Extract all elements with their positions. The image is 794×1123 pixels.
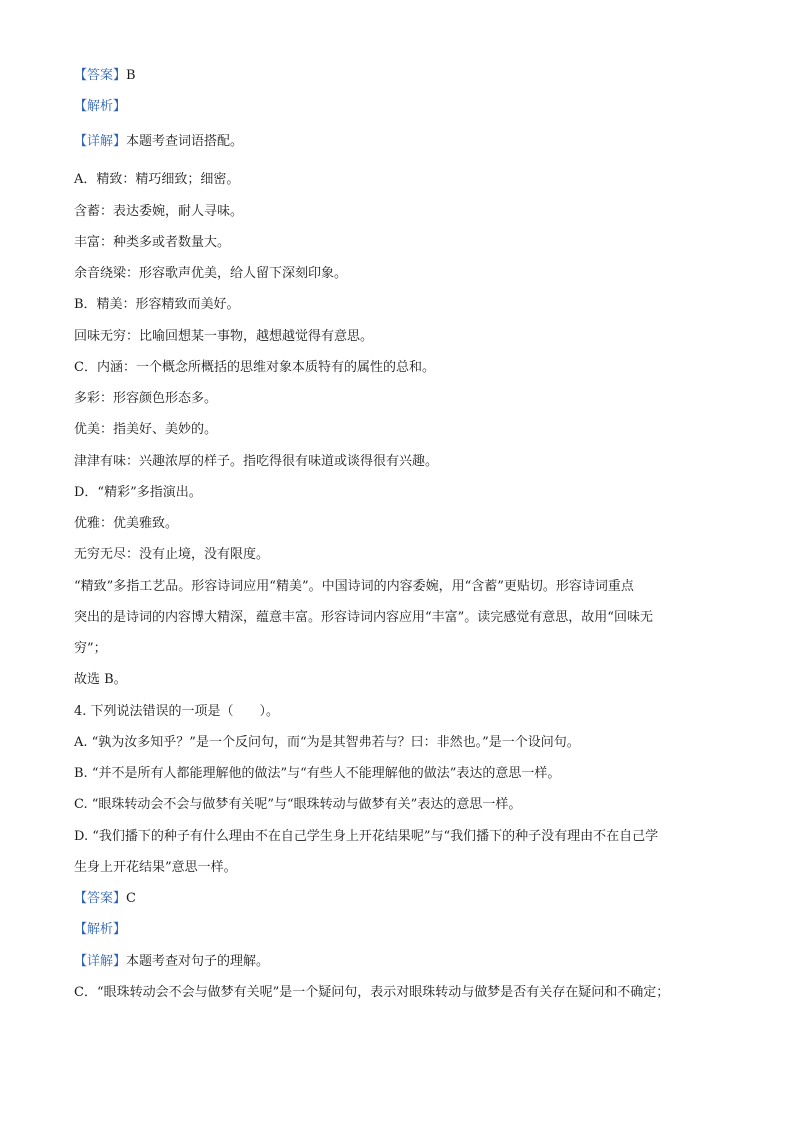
- explanation-line: B．精美：形容精致而美好。: [74, 297, 240, 312]
- answer-value: B: [126, 68, 136, 83]
- question-4-option-d-cont: 生身上开花结果”意思一样。: [74, 860, 237, 875]
- explanation-line: 津津有味：兴趣浓厚的样子。指吃得很有味道或谈得很有兴趣。: [74, 454, 439, 469]
- explanation-line: 丰富：种类多或者数量大。: [74, 235, 231, 250]
- question-4-option-c: C. “眼珠转动会不会与做梦有关呢”与“眼珠转动与做梦有关”表达的意思一样。: [74, 797, 522, 812]
- question-4-option-a: A. “孰为汝多知乎？”是一个反问句，而“为是其智弗若与？曰：非然也。”是一个设问句。: [74, 735, 580, 750]
- detail-text: 本题考查对句子的理解。: [126, 954, 270, 969]
- analysis-tag-1: 【解析】: [74, 99, 127, 114]
- detail-tag: 【详解】: [74, 134, 127, 149]
- answer-1: [74, 68, 136, 84]
- detail-text: 本题考查词语搭配。: [126, 134, 244, 149]
- answer-tag: 【答案】: [74, 891, 127, 906]
- explanation-line: 回味无穷：比喻回想某一事物，越想越觉得有意思。: [74, 329, 374, 344]
- explanation-line: “精致”多指工艺品。形容诗词应用“精美”。中国诗词的内容委婉，用“含蓄”更贴切。形容诗词重点: [74, 579, 634, 594]
- question-4-option-b: B. “并不是所有人都能理解他的做法”与“有些人不能理解他的做法”表达的意思一样。: [74, 766, 561, 781]
- explanation-line: 多彩：形容颜色形态多。: [74, 391, 218, 406]
- answer-value: C: [126, 891, 136, 906]
- explanation-line: D．“精彩”多指演出。: [74, 485, 202, 500]
- answer-tag: 【答案】: [74, 68, 127, 83]
- explanation-line: 优美：指美好、美妙的。: [74, 422, 218, 437]
- explanation-line: 优雅：优美雅致。: [74, 516, 179, 531]
- explanation-line: 突出的是诗词的内容博大精深，蕴意丰富。形容诗词内容应用“丰富”。读完感觉有意思，故用“回味无: [74, 610, 653, 625]
- answer-2: [74, 891, 136, 907]
- explanation-line: 故选 B。: [74, 672, 127, 687]
- explanation-line: A．精致：精巧细致；细密。: [74, 172, 240, 187]
- detail-1: [74, 134, 243, 150]
- detail-tag: 【详解】: [74, 954, 127, 969]
- analysis-tag-2: 【解析】: [74, 922, 127, 937]
- explanation-line: 穷”；: [74, 641, 107, 656]
- detail-2: [74, 954, 269, 970]
- explanation-line: 含蓄：表达委婉，耐人寻味。: [74, 204, 244, 219]
- question-4-stem: 4. 下列说法错误的一项是（ ）。: [74, 704, 280, 719]
- explanation-line: 余音绕梁：形容歌声优美，给人留下深刻印象。: [74, 266, 348, 281]
- explanation-line: 无穷无尽：没有止境，没有限度。: [74, 547, 270, 562]
- question-4-option-d: D. “我们播下的种子有什么理由不在自己学生身上开花结果呢”与“我们播下的种子没有理由不在自己学: [74, 829, 659, 844]
- explanation-line: C．“眼珠转动会不会与做梦有关呢”是一个疑问句，表示对眼珠转动与做梦是否有关存在疑问和不确定；: [74, 985, 670, 1000]
- explanation-line: C．内涵：一个概念所概括的思维对象本质特有的属性的总和。: [74, 360, 435, 375]
